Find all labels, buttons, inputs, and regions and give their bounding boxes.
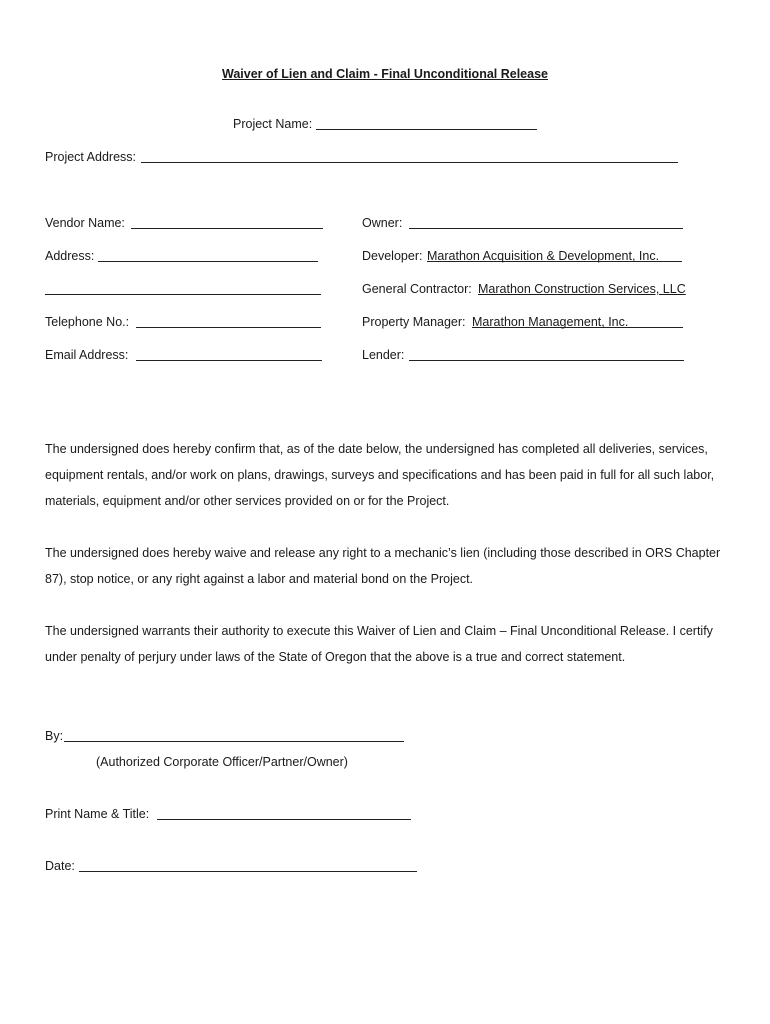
waiver-paragraph: The undersigned does hereby waive and release any right to a mechanic’s lien (including those described in ORS Chapter 87), stop notice, or any right against a labor and material bond on the Project.	[45, 546, 721, 586]
project-address-line[interactable]	[141, 162, 678, 163]
address-label: Address:	[45, 249, 95, 263]
property-manager-value: Marathon Management, Inc.	[472, 315, 629, 329]
date-label: Date:	[45, 859, 75, 873]
owner-line[interactable]	[409, 228, 683, 229]
date-line[interactable]	[79, 871, 417, 872]
vendor-name-line[interactable]	[131, 228, 323, 229]
property-manager-line[interactable]	[472, 327, 683, 328]
document-title: Waiver of Lien and Claim - Final Unconditional Release	[222, 67, 548, 81]
confirmation-paragraph: The undersigned does hereby confirm that, as of the date below, the undersigned has completed all deliveries, services, equipment rentals, and/or work on plans, drawings, surveys and specifications and has been paid in full for all such labor, materials, equipment and/or other services provided on or for the Project.	[45, 442, 715, 508]
address-line-2[interactable]	[45, 294, 321, 295]
general-contractor-value: Marathon Construction Services, LLC	[478, 282, 686, 296]
print-name-line[interactable]	[157, 819, 411, 820]
signature-line[interactable]	[64, 741, 404, 742]
developer-line[interactable]	[427, 261, 682, 262]
project-address-label: Project Address:	[45, 150, 137, 164]
lender-label: Lender:	[362, 348, 405, 362]
project-name-line[interactable]	[316, 129, 537, 130]
project-name-label: Project Name:	[233, 117, 313, 131]
telephone-line[interactable]	[136, 327, 321, 328]
owner-label: Owner:	[362, 216, 403, 230]
address-line[interactable]	[98, 261, 318, 262]
email-label: Email Address:	[45, 348, 129, 362]
telephone-label: Telephone No.:	[45, 315, 130, 329]
print-name-label: Print Name & Title:	[45, 807, 150, 821]
by-note: (Authorized Corporate Officer/Partner/Owner)	[96, 755, 348, 769]
developer-label: Developer:	[362, 249, 423, 263]
property-manager-label: Property Manager:	[362, 315, 466, 329]
by-label: By:	[45, 729, 64, 743]
general-contractor-label: General Contractor:	[362, 282, 472, 296]
vendor-name-label: Vendor Name:	[45, 216, 125, 230]
lender-line[interactable]	[409, 360, 684, 361]
email-line[interactable]	[136, 360, 322, 361]
developer-value: Marathon Acquisition & Development, Inc.	[427, 249, 660, 263]
warranty-paragraph: The undersigned warrants their authority to execute this Waiver of Lien and Claim – Final Unconditional Release. I certify under penalty of perjury under laws of the State of Oregon that the above is a true and correct statement.	[45, 624, 713, 664]
